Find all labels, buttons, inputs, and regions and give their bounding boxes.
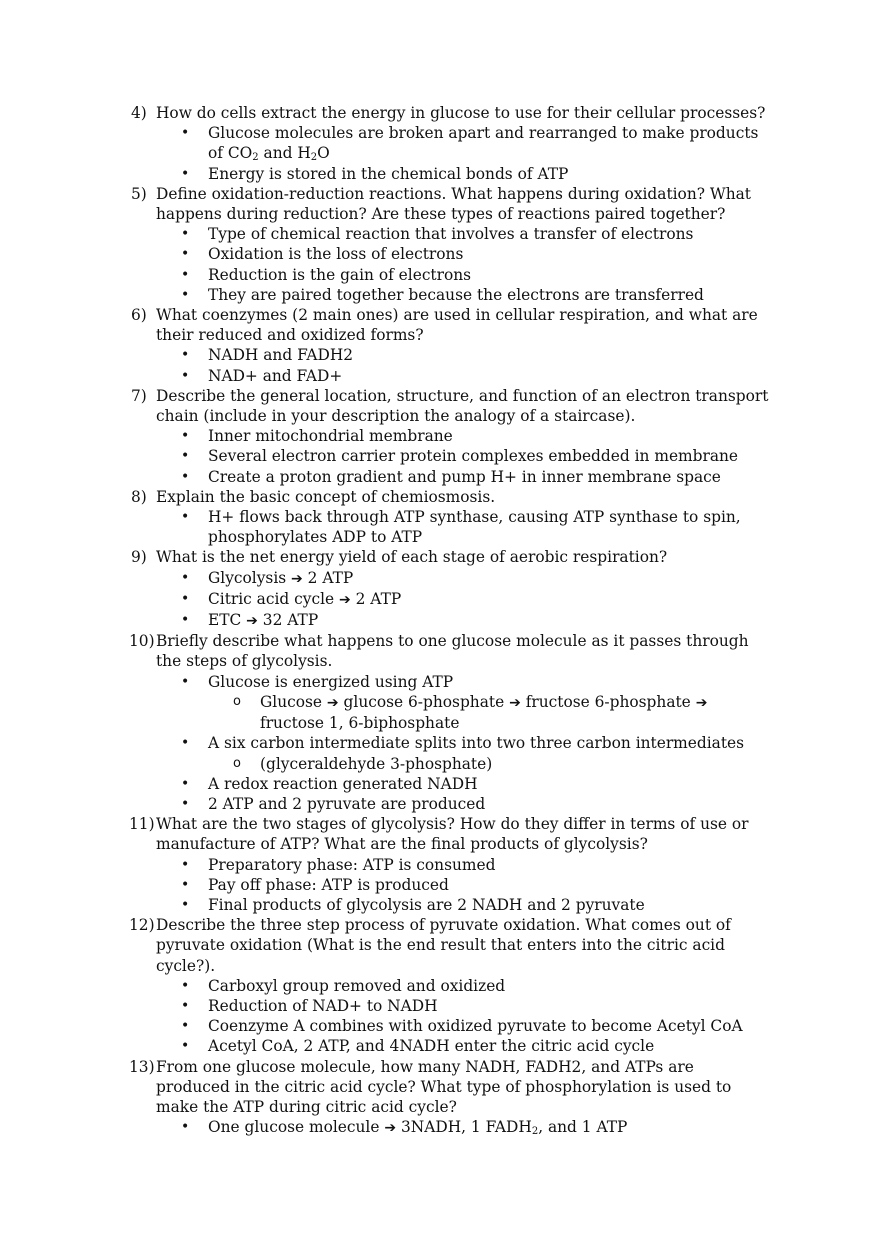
bullet-marker: • <box>181 1018 190 1035</box>
list-item: • NAD+ and FAD+ <box>181 366 343 385</box>
bullet-marker: • <box>181 226 190 243</box>
arrow-icon: ➔ <box>246 613 258 630</box>
question-5 <box>0 184 770 224</box>
bullet-marker: • <box>181 448 190 465</box>
document-page <box>0 103 880 1138</box>
question-text: What is the net energy yield of each stage of aerobic respiration? <box>156 548 668 567</box>
question-8 <box>0 487 770 507</box>
bullet-marker: • <box>181 612 190 629</box>
bullet-marker: • <box>181 367 190 384</box>
list-item: • Carboxyl group removed and oxidized <box>181 976 506 995</box>
arrow-icon: ➔ <box>509 694 521 711</box>
list-item: • Coenzyme A combines with oxidized pyruvate to become Acetyl CoA <box>181 1017 743 1036</box>
sub-list-item: o Glucose ➔ glucose 6-phosphate ➔ fructose 6-phosphate ➔ fructose 1, 6-biphosphate <box>233 692 708 733</box>
bullet-marker: • <box>181 347 190 364</box>
list-item: • Pay off phase: ATP is produced <box>181 875 449 894</box>
list-item: • Final products of glycolysis are 2 NADH and 2 pyruvate <box>181 895 645 914</box>
question-text: What are the two stages of glycolysis? How do they differ in terms of use or manufacture of ATP? What are the final products of glycolysis? <box>156 815 749 854</box>
list-item: • Glycolysis ➔ 2 ATP <box>181 568 354 587</box>
arrow-icon: ➔ <box>384 1120 397 1137</box>
list-item: • Glucose molecules are broken apart and rearranged to make products of $CO_2$ and $H_2O$ <box>181 124 759 164</box>
list-item: • Energy is stored in the chemical bonds of ATP <box>181 164 569 183</box>
arrow-icon: ➔ <box>326 694 339 711</box>
list-item: • Preparatory phase: ATP is consumed <box>181 855 496 874</box>
list-item: • Oxidation is the loss of electrons <box>181 245 464 264</box>
bullet-marker: • <box>181 246 190 263</box>
list-item: • They are paired together because the electrons are transferred <box>181 285 704 304</box>
question-6 <box>0 305 770 345</box>
question-number: 8) <box>131 487 147 506</box>
question-text: Describe the general location, structure, and function of an electron transport chain (include in your description the analogy of a staircase). <box>156 386 769 426</box>
bullet-marker: • <box>181 286 190 303</box>
list-item: • Acetyl CoA, 2 ATP, and 4NADH enter the citric acid cycle <box>181 1037 655 1056</box>
bullet-marker: • <box>181 1038 190 1055</box>
list-item: • Glucose is energized using ATP <box>181 672 454 691</box>
question-text: How do cells extract the energy in glucose to use for their cellular processes? <box>156 104 766 122</box>
question-number: 9) <box>131 548 147 567</box>
question-number: 13) <box>129 1057 155 1076</box>
list-item: • Several electron carrier protein complexes embedded in membrane <box>181 447 739 466</box>
bullet-marker: • <box>181 165 190 182</box>
question-text: Describe the three step process of pyruvate oxidation. What comes out of pyruvate oxidation (What is the end result that enters into the citric acid cycle?). <box>156 916 731 975</box>
list-item: • Reduction is the gain of electrons <box>181 265 472 284</box>
list-item: • 2 ATP and 2 pyruvate are produced <box>181 794 486 813</box>
question-10 <box>0 631 770 671</box>
list-item: • Inner mitochondrial membrane <box>181 427 453 446</box>
list-item: • Citric acid cycle ➔ 2 ATP <box>181 589 402 608</box>
arrow-icon: ➔ <box>291 570 303 587</box>
arrow-icon: ➔ <box>695 694 708 711</box>
list-item: • Type of chemical reaction that involves a transfer of electrons <box>181 225 694 244</box>
question-13 <box>0 1057 770 1118</box>
question-number: 10) <box>129 632 155 651</box>
bullet-marker: • <box>181 775 190 792</box>
question-9 <box>0 547 770 567</box>
bullet-marker: • <box>181 468 190 485</box>
question-4 <box>0 103 770 123</box>
question-text: Briefly describe what happens to one glucose molecule as it passes through the steps of glycolysis. <box>156 632 749 671</box>
bullet-marker: • <box>181 977 190 994</box>
bullet-marker: • <box>181 428 190 445</box>
bullet-marker: • <box>181 735 190 752</box>
bullet-marker: • <box>181 896 190 913</box>
list-item: • One glucose molecule ➔ 3NADH, 1 $FADH_2$, and 1 ATP <box>181 1118 628 1138</box>
bullet-marker: • <box>181 590 190 607</box>
question-text: What coenzymes (2 main ones) are used in cellular respiration, and what are their reduced and oxidized forms? <box>156 306 758 345</box>
question-number: 7) <box>131 386 147 405</box>
bullet-marker: • <box>181 266 190 283</box>
arrow-icon: ➔ <box>339 591 351 608</box>
bullet-marker: • <box>181 1119 190 1136</box>
question-number: 12) <box>129 916 155 935</box>
question-12 <box>0 915 770 976</box>
question-number: 11) <box>129 815 155 834</box>
bullet-marker: • <box>181 997 190 1014</box>
question-11 <box>0 814 770 854</box>
list-item: • A redox reaction generated NADH <box>181 774 478 793</box>
bullet-marker: • <box>181 125 190 142</box>
list-item: • A six carbon intermediate splits into two three carbon intermediates <box>181 734 745 753</box>
question-number: 5) <box>131 184 147 203</box>
bullet-marker: • <box>181 509 190 526</box>
question-number: 4) <box>131 104 147 122</box>
question-text: Define oxidation-reduction reactions. What happens during oxidation? What happens during reduction? Are these types of reactions paired together? <box>156 184 751 224</box>
list-item: • Reduction of NAD+ to NADH <box>181 996 438 1015</box>
list-item: • H+ flows back through ATP synthase, causing ATP synthase to spin, phosphorylates ADP to ATP <box>181 508 741 547</box>
question-7 <box>0 386 770 426</box>
list-item: • NADH and FADH2 <box>181 346 354 365</box>
sub-bullet-marker: o <box>233 693 241 709</box>
sub-list-item: o (glyceraldehyde 3-phosphate) <box>233 754 493 773</box>
bullet-marker: • <box>181 876 190 893</box>
bullet-marker: • <box>181 856 190 873</box>
bullet-marker: • <box>181 673 190 690</box>
question-text: Explain the basic concept of chemiosmosis. <box>156 487 496 506</box>
list-item: • Create a proton gradient and pump H+ in inner membrane space <box>181 467 721 486</box>
sub-bullet-marker: o <box>233 755 241 771</box>
list-item: • ETC ➔ 32 ATP <box>181 611 319 630</box>
question-number: 6) <box>131 306 147 325</box>
question-text: From one glucose molecule, how many NADH, FADH2, and ATPs are produced in the citric acid cycle? What type of phosphorylation is used to make the ATP during citric acid cycle? <box>156 1057 732 1116</box>
bullet-marker: • <box>181 795 190 812</box>
bullet-marker: • <box>181 569 190 586</box>
